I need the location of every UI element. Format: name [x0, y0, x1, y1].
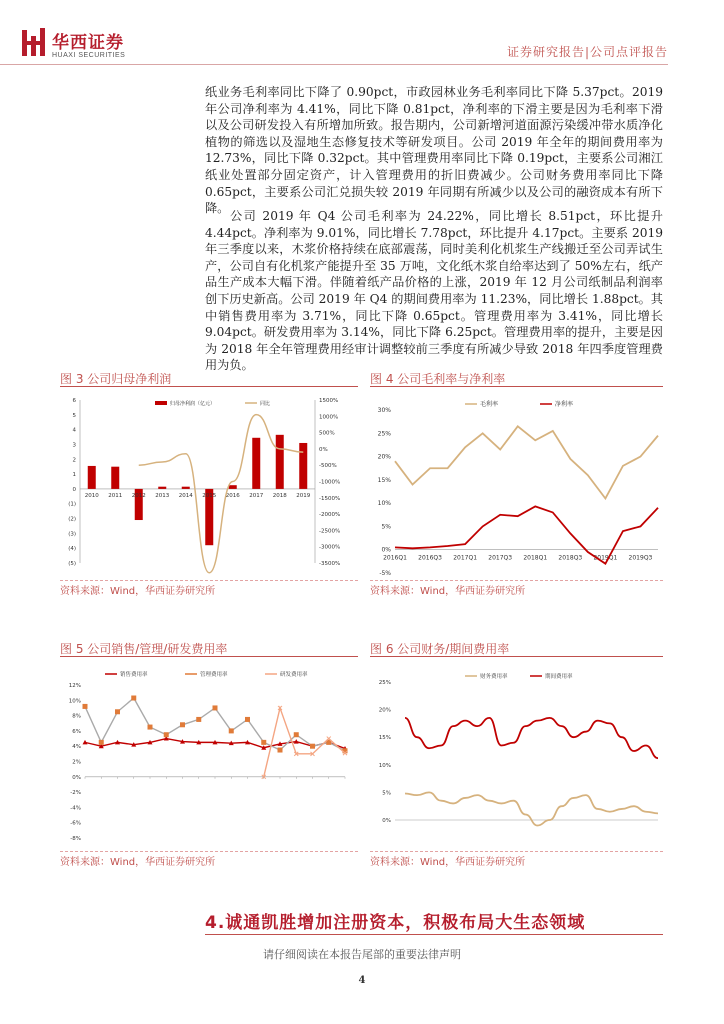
- marker-admin: [115, 709, 120, 714]
- marker-admin: [213, 705, 218, 710]
- legal-notice: 请仔细阅读在本报告尾部的重要法律声明: [263, 948, 461, 961]
- y-tick-right: -1000%: [319, 479, 341, 486]
- figure-4-title: 图 4 公司毛利率与净利率: [370, 372, 506, 386]
- brand-name: 华西证券: [52, 33, 124, 53]
- y-tick-left: 0: [72, 486, 76, 493]
- bar-2014: [182, 487, 190, 489]
- y-tick-left: 3: [72, 442, 76, 449]
- marker-admin: [148, 725, 153, 730]
- line-series-1: [405, 718, 658, 758]
- marker-admin: [294, 732, 299, 737]
- marker-admin: [310, 744, 315, 749]
- figure-4-chart: [370, 388, 663, 578]
- y-tick-left: 2: [72, 457, 76, 464]
- figure-6-chart: [370, 660, 663, 848]
- y-tick: 15%: [377, 476, 391, 484]
- x-tick: 2016Q3: [418, 554, 442, 562]
- y-tick-right: -2000%: [319, 512, 341, 519]
- figure-5-source-rule: [60, 851, 358, 852]
- figure-3-source: 资料来源：Wind，华西证券研究所: [60, 586, 216, 597]
- x-tick: 2012: [131, 492, 146, 499]
- x-tick: 2019Q1: [593, 554, 618, 562]
- legend-label-yoy: 同比: [260, 401, 271, 407]
- y-tick-left: (2): [68, 516, 76, 523]
- figure-5-source: 资料来源：Wind，华西证券研究所: [60, 857, 216, 868]
- y-tick: 30%: [377, 407, 391, 414]
- legend-swatch-profit: [155, 401, 167, 405]
- figure-3-chart: [60, 388, 358, 578]
- y-tick: 0%: [382, 818, 391, 824]
- y-tick: -6%: [70, 820, 81, 827]
- section-rule: [205, 934, 663, 935]
- y-tick: 0%: [381, 546, 391, 554]
- bar-2013: [158, 487, 166, 489]
- marker-admin: [278, 748, 283, 753]
- figure-5-rule: [60, 656, 358, 657]
- paragraph-q4-analysis: 公司 2019 年 Q4 公司毛利率为 24.22%，同比增长 8.51pct，环比提升 4.44pct。净利率为 9.01%，同比增长 7.78pct，环比提升 4.17pct。主要系 2019 年三季度以来，木浆价格持续在底部震荡，同时美利化机浆生产线搬迁至公司弄试生产，公司自有化机浆产能提升至 35 万吨，文化纸木浆自给率达到了 50%左右，纸产品生产成本大幅下滑。伴随着纸产品价格的上涨，2019 年 12 月公司纸制品利润率创下历史新高。公司 2019 年 Q4 的期间费用率为 11.23%，同比增长 1.88pct。其中销售费用率为 3.71%，同比下降 0.65pct。管理费用率为 3.41%，同比增长 9.04pct。研发费用率为 3.14%，同比下降 6.25pct。管理费用率的提升，主要是因为 2018 年全年管理费用经审计调整较前三季度有所减少导致 2018 年四季度管理费用为负。: [205, 209, 663, 373]
- figure-3-rule: [60, 386, 358, 387]
- y-tick: 0%: [72, 774, 81, 781]
- bar-2019: [299, 443, 307, 489]
- y-tick-left: 1: [72, 472, 76, 479]
- marker-admin: [261, 740, 266, 745]
- figure-6-title: 图 6 公司财务/期间费用率: [370, 642, 510, 656]
- x-tick: 2013: [155, 492, 170, 499]
- line-series-2: [264, 708, 345, 777]
- y-tick-right: 1500%: [319, 398, 339, 404]
- legend-label-gross: 毛利率: [480, 401, 499, 408]
- figure-6-source: 资料来源：Wind，华西证券研究所: [370, 857, 526, 868]
- figure-4-source-rule: [370, 580, 663, 581]
- y-tick: -4%: [70, 805, 81, 812]
- y-tick: 25%: [377, 430, 391, 438]
- y-tick: 8%: [72, 713, 81, 720]
- y-tick-right: -500%: [319, 463, 337, 470]
- marker-admin: [196, 717, 201, 722]
- legend-label-net: 净利率: [555, 401, 574, 408]
- y-tick: -8%: [70, 836, 81, 842]
- legend-label-finance: 财务费用率: [480, 674, 508, 680]
- x-tick: 2017Q3: [488, 554, 513, 562]
- x-tick: 2017Q1: [453, 554, 478, 562]
- line-series-0: [405, 792, 658, 825]
- bar-2011: [111, 467, 119, 489]
- y-tick: 5%: [381, 523, 391, 531]
- x-tick: 2018Q3: [558, 554, 583, 562]
- legend-label-0: 销售费用率: [120, 672, 148, 678]
- x-tick: 2016Q1: [383, 554, 407, 562]
- y-tick: -5%: [379, 570, 391, 577]
- x-tick: 2018: [272, 492, 287, 499]
- y-tick: 12%: [68, 683, 81, 689]
- figure-4-rule: [370, 386, 663, 387]
- legend-label-1: 管理费用率: [200, 672, 228, 678]
- figure-3-title: 图 3 公司归母净利润: [60, 372, 172, 386]
- bar-2017: [252, 438, 260, 489]
- bar-2018: [276, 435, 284, 489]
- marker-admin: [229, 728, 234, 733]
- figure-5-chart: [60, 660, 358, 848]
- page-number: 4: [358, 975, 366, 986]
- y-tick: 20%: [377, 453, 391, 461]
- y-tick: 10%: [377, 500, 391, 508]
- marker-admin: [180, 722, 185, 727]
- y-tick: 10%: [378, 762, 391, 769]
- y-tick: 4%: [72, 744, 81, 751]
- figure-6-source-rule: [370, 851, 663, 852]
- bar-2016: [229, 485, 237, 489]
- y-tick: 2%: [72, 759, 81, 766]
- figure-5-title: 图 5 公司销售/管理/研发费用率: [60, 642, 228, 656]
- x-tick: 2017: [249, 492, 264, 499]
- x-tick: 2019Q3: [628, 554, 653, 562]
- marker-admin: [245, 717, 250, 722]
- legend-label-2: 研发费用率: [280, 672, 308, 678]
- y-tick: 10%: [68, 698, 81, 705]
- x-tick: 2014: [178, 492, 193, 499]
- y-tick-left: 6: [72, 398, 76, 404]
- y-tick: 15%: [378, 735, 391, 742]
- figure-3-source-rule: [60, 580, 358, 581]
- bar-2010: [88, 466, 96, 489]
- marker-admin: [83, 704, 88, 709]
- y-tick-right: -1500%: [319, 495, 341, 502]
- y-tick-left: (3): [68, 531, 76, 538]
- huaxi-logo-icon: [22, 28, 46, 58]
- marker-admin: [131, 696, 136, 701]
- section-heading: 4.诚通凯胜增加注册资本，积极布局大生态领域: [205, 913, 586, 933]
- y-tick-right: 500%: [319, 430, 335, 437]
- y-tick-left: (4): [68, 546, 76, 553]
- header-divider: [0, 64, 668, 65]
- y-tick-right: 1000%: [319, 414, 339, 421]
- marker-admin: [99, 740, 104, 745]
- legend-label-profit: 归母净利润（亿元）: [170, 401, 216, 407]
- y-tick-left: (5): [68, 561, 76, 567]
- y-tick-left: 4: [72, 427, 76, 434]
- x-tick: 2018Q1: [523, 554, 548, 562]
- y-tick-right: -3500%: [319, 561, 341, 567]
- marker-admin: [164, 732, 169, 737]
- y-tick: 20%: [378, 707, 391, 714]
- brand-name-en: HUAXI SECURITIES: [52, 52, 126, 59]
- x-tick: 2015: [202, 492, 217, 499]
- y-tick: 25%: [378, 680, 391, 686]
- y-tick-right: -3000%: [319, 544, 341, 551]
- y-tick-left: (1): [68, 501, 76, 508]
- y-tick: -2%: [70, 790, 81, 797]
- x-tick: 2019: [296, 492, 311, 499]
- y-tick: 6%: [72, 728, 81, 735]
- paragraph-margin-analysis: 纸业务毛利率同比下降了 0.90pct，市政园林业务毛利率同比下降 5.37pct。2019 年公司净利率为 4.41%，同比下降 0.81pct，净利率的下滑主要是因为毛利率下滑以及公司研发投入有所增加所致。报告期内，公司新增河道面源污染缓冲带水质净化植物的筛选以及湿地生态修复技术等研发项目。公司 2019 年全年的期间费用率为 12.73%，同比下降 0.32pct。其中管理费用率同比下降 0.19pct，主要系公司湘江纸业处置部分固定资产，计入管理费用的折旧费减少。公司财务费用率同比下降 0.65pct，主要系公司汇兑损失较 2019 年同期有所减少以及公司的融资成本有所下降。: [205, 85, 663, 216]
- y-tick-right: 0%: [319, 446, 328, 453]
- x-tick: 2016: [225, 492, 240, 499]
- y-tick: 5%: [382, 790, 391, 797]
- x-tick: 2011: [108, 492, 123, 499]
- figure-4-source: 资料来源：Wind，华西证券研究所: [370, 586, 526, 597]
- y-tick-left: 5: [72, 412, 76, 419]
- x-tick: 2010: [84, 492, 99, 499]
- figure-6-rule: [370, 656, 663, 657]
- y-tick-right: -2500%: [319, 528, 341, 535]
- report-type: 证券研究报告|公司点评报告: [506, 45, 668, 59]
- legend-label-period: 期间费用率: [545, 674, 573, 680]
- line-gross-margin: [395, 426, 658, 498]
